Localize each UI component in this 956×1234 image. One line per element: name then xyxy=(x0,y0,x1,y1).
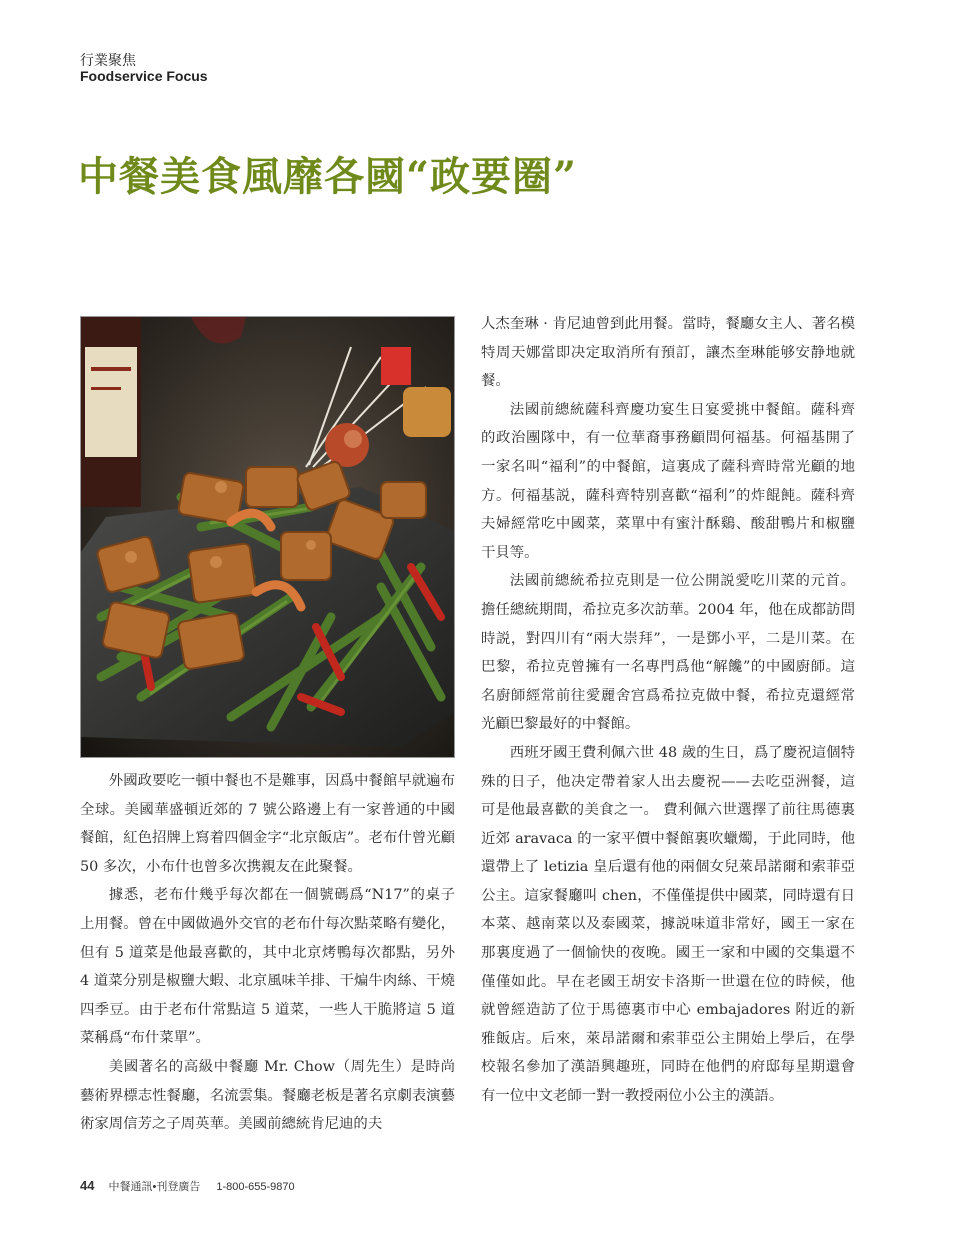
paragraph: 外國政要吃一頓中餐也不是難事，因爲中餐館早就遍布全球。美國華盛頓近郊的 7 號公路邊上有一家普通的中國餐館，紅色招牌上寫着四個金字“北京飯店”。老布什曾光顧 50 多次，小布什也曾多次携親友在此聚餐。 xyxy=(80,773,455,875)
section-label-chinese: 行業聚焦 xyxy=(80,53,136,69)
food-photo xyxy=(80,316,455,758)
section-label-english: Foodservice Focus xyxy=(80,68,208,84)
article-column-right xyxy=(481,310,855,1111)
stir-fry-dish-illustration xyxy=(81,317,455,758)
phone-number: 1-800-655-9870 xyxy=(216,1181,295,1193)
article-column-left xyxy=(80,767,455,1139)
paragraph: 據悉，老布什幾乎每次都在一個號碼爲“N17”的桌子上用餐。曾在中國做過外交官的老布什每次點菜略有變化，但有 5 道菜是他最喜歡的，其中北京烤鴨每次都點，另外 4 道菜分别是椒鹽大蝦、北京風味羊排、干煸牛肉絲、干燒四季豆。由于老布什常點這 5 道菜，一些人干脆將這 5 道菜稱爲“布什菜單”。 xyxy=(80,887,455,1047)
paragraph: 美國著名的高級中餐廳 Mr. Chow（周先生）是時尚藝術界標志性餐廳，名流雲集。餐廳老板是著名京劇表演藝術家周信芳之子周英華。美國前總統肯尼迪的夫 xyxy=(80,1058,455,1133)
paragraph-continuation: 人杰奎琳 · 肯尼迪曾到此用餐。當時，餐廳女主人、著名模特周天娜當即决定取消所有預訂，讓杰奎琳能够安静地就餐。 xyxy=(481,316,855,390)
paragraph: 法國前總統希拉克則是一位公開説愛吃川菜的元首。擔任總統期間，希拉克多次訪華。2004 年，他在成都訪問時説，對四川有“兩大崇拜”，一是鄧小平，二是川菜。在巴黎，希拉克曾擁有一名專門爲他“解饞”的中國廚師。這名廚師經常前往愛麗舍宫爲希拉克做中餐，希拉克還經常光顧巴黎最好的中餐館。 xyxy=(481,573,855,733)
article-title: 中餐美食風靡各國“政要圈” xyxy=(78,153,578,200)
paragraph: 西班牙國王費利佩六世 48 歲的生日，爲了慶祝這個特殊的日子，他决定帶着家人出去慶祝——去吃亞洲餐，這可是他最喜歡的美食之一。 費利佩六世選擇了前往馬德裏近郊 aravaca 的一家平價中餐館裏吹蠟燭，于此同時，他還帶上了 letizia 皇后還有他的兩個女兒萊昂諾爾和索菲亞公主。這家餐廳叫 chen，不僅僅提供中國菜，同時還有日本菜、越南菜以及泰國菜，據説味道非常好，國王一家在那裏度過了一個愉快的夜晚。國王一家和中國的交集還不僅僅如此。早在老國王胡安卡洛斯一世還在位的時候，他就曾經造訪了位于馬德裏市中心 embajadores 附近的新雅飯店。后來，萊昂諾爾和索菲亞公主開始上學后，在學校報名參加了漢語興趣班，同時在他們的府邸每星期還會有一位中文老師一對一教授兩位小公主的漢語。 xyxy=(481,744,855,1105)
paragraph: 法國前總統薩科齊慶功宴生日宴愛挑中餐館。薩科齊的政治團隊中，有一位華裔事務顧問何福基。何福基開了一家名叫“福利”的中餐館，這裏成了薩科齊時常光顧的地方。何福基説，薩科齊特别喜歡“福利”的炸餛飩。薩科齊夫婦經常吃中國菜，菜單中有蜜汁酥鷄、酸甜鴨片和椒鹽干貝等。 xyxy=(481,401,855,561)
page-number: 44 xyxy=(80,1178,95,1193)
ad-label: 刊登廣告 xyxy=(156,1181,201,1193)
page-footer xyxy=(80,1178,295,1194)
bullet-separator: • xyxy=(152,1181,157,1193)
publication-name: 中餐通訊 xyxy=(108,1181,153,1193)
